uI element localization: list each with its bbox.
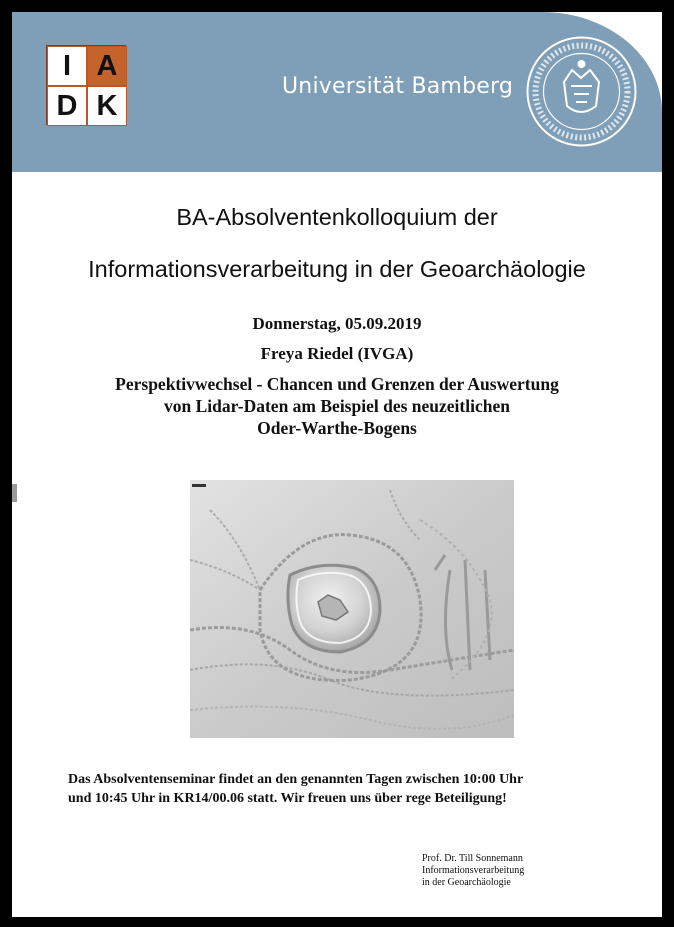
logo-letter-d: D [47,86,87,126]
signature-line-3: in der Geoarchäologie [422,877,511,888]
logo-letter-k: K [87,86,127,126]
info-line-2: und 10:45 Uhr in KR14/00.06 statt. Wir freuen uns über rege Beteiligung! [68,791,507,806]
event-speaker: Freya Riedel (IVGA) [260,344,414,363]
lidar-map-image [190,480,514,738]
info-line-1: Das Absolventenseminar findet an den genannten Tagen zwischen 10:00 Uhr [68,772,524,787]
side-marker [12,484,17,502]
title-line-1: BA-Absolventenkolloquium der [176,204,498,230]
lidar-hillshade-icon [190,480,514,738]
logo-letter-i: I [47,46,87,86]
university-seal-icon [524,34,639,149]
iadk-logo [46,45,126,125]
signature-line-2: Informationsverarbeitung [422,865,525,876]
talk-title-line-3: Oder-Warthe-Bogens [257,418,417,438]
title-line-2: Informationsverarbeitung in der Geoarchäologie [88,256,586,282]
signature-line-1: Prof. Dr. Till Sonnemann [422,853,523,864]
header-band [12,12,662,172]
logo-letter-a: A [87,46,127,86]
talk-title-line-1: Perspektivwechsel - Chancen und Grenzen der Auswertung [115,374,559,394]
poster-page [12,12,662,917]
talk-title-line-2: von Lidar-Daten am Beispiel des neuzeitlichen [164,396,510,416]
event-date: Donnerstag, 05.09.2019 [252,314,422,333]
university-name: Universität Bamberg [282,74,513,99]
